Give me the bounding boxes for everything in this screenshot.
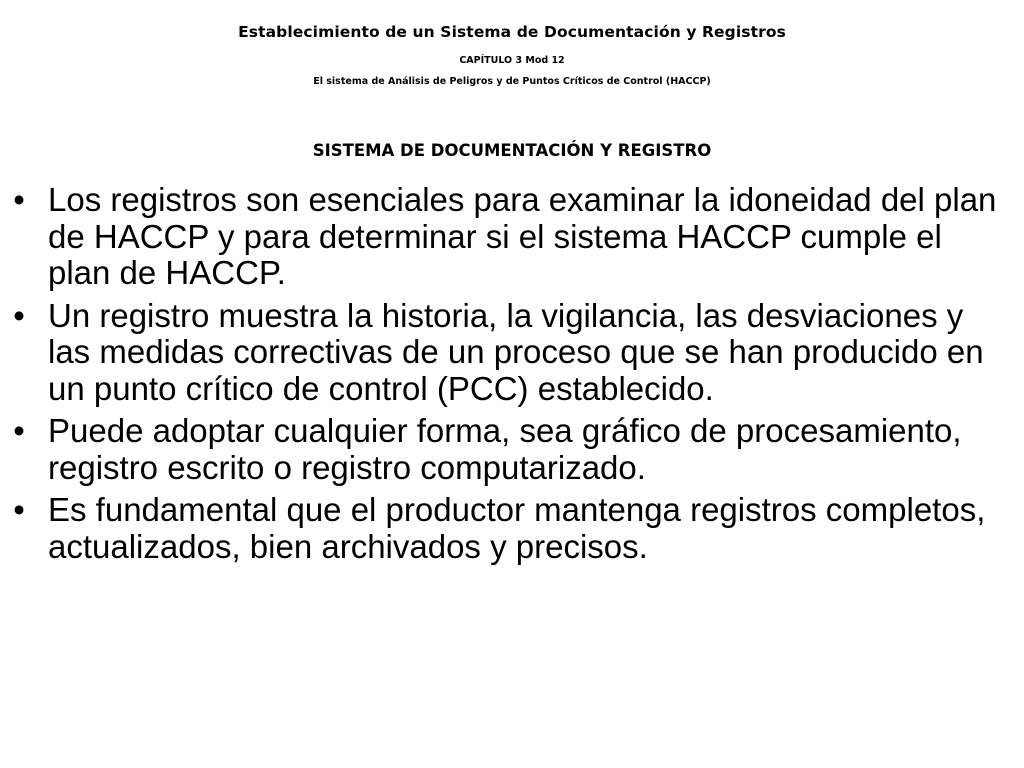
bullet-text: Los registros son esenciales para examinar la idoneidad del plan de HACCP y para determinar si el sistema HACCP cumple el plan de HACCP. [48,181,997,291]
module-subtitle: El sistema de Análisis de Peligros y de Puntos Críticos de Control (HACCP) [313,76,711,87]
bullet-item [0,413,1024,486]
bullet-list [0,182,1024,571]
bullet-item [0,182,1024,292]
section-title: SISTEMA DE DOCUMENTACIÓN Y REGISTRO [312,141,712,160]
bullet-item [0,298,1024,408]
bullet-dot-icon: • [13,491,25,528]
bullet-text: Un registro muestra la historia, la vigilancia, las desviaciones y las medidas correctivas de un proceso que se han producido en un punto crítico de control (PCC) establecido. [48,296,984,407]
bullet-dot-icon: • [13,412,25,449]
bullet-text: Es fundamental que el productor mantenga registros completos, actualizados, bien archivados y precisos. [48,491,986,565]
bullet-item [0,492,1024,565]
chapter-label: CAPÍTULO 3 Mod 12 [459,55,565,66]
document-title: Establecimiento de un Sistema de Documentación y Registros [238,23,786,41]
bullet-dot-icon: • [13,181,25,218]
bullet-text: Puede adoptar cualquier forma, sea gráfico de procesamiento, registro escrito o registro computarizado. [48,412,962,486]
bullet-dot-icon: • [13,296,25,334]
